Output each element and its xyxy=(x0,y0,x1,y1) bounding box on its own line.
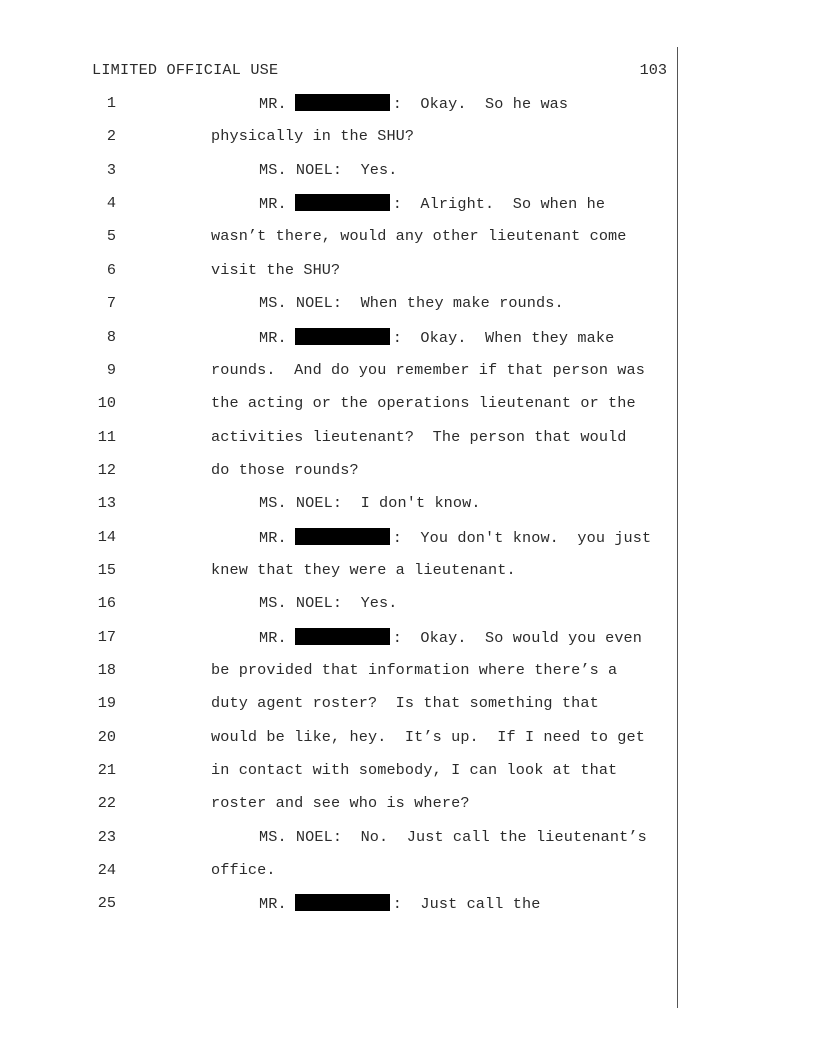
transcript-line xyxy=(0,261,816,281)
line-number: 10 xyxy=(97,394,116,413)
transcript-line xyxy=(0,294,816,314)
line-number: 21 xyxy=(97,761,116,779)
transcript-line xyxy=(0,161,816,181)
line-text xyxy=(211,361,645,379)
line-text xyxy=(259,161,398,179)
speaker-label: MR. xyxy=(259,195,287,214)
line-text xyxy=(211,794,470,812)
line-text xyxy=(211,127,414,145)
line-text xyxy=(259,328,614,347)
line-text xyxy=(211,861,276,879)
speaker-label: MR. xyxy=(259,895,287,914)
line-number: 5 xyxy=(106,227,116,246)
line-body: MS. NOEL: Yes. xyxy=(259,594,398,613)
transcript-line xyxy=(0,494,816,514)
line-number: 24 xyxy=(97,861,116,880)
line-text xyxy=(211,561,516,579)
line-text xyxy=(211,394,636,412)
line-number: 22 xyxy=(97,794,116,813)
line-number: 6 xyxy=(106,260,116,279)
line-text xyxy=(259,94,568,113)
transcript-line xyxy=(0,728,816,748)
line-number: 9 xyxy=(106,360,116,379)
line-body: the acting or the operations lieutenant or the xyxy=(211,394,636,413)
line-number: 8 xyxy=(106,327,116,346)
redaction-box xyxy=(295,194,390,211)
line-text xyxy=(211,227,627,245)
transcript-line xyxy=(0,894,816,914)
line-body: in contact with somebody, I can look at that xyxy=(211,761,618,779)
line-body: office. xyxy=(211,861,276,880)
line-body: MS. NOEL: When they make rounds. xyxy=(259,294,564,313)
line-body: be provided that information where there’s a xyxy=(211,661,618,679)
line-number: 17 xyxy=(97,627,116,646)
redaction-box xyxy=(295,628,390,645)
line-text xyxy=(259,894,540,913)
transcript-line xyxy=(0,628,816,648)
line-body: : Just call the xyxy=(392,895,541,914)
transcript-line xyxy=(0,461,816,481)
line-body: : Alright. So when he xyxy=(392,195,606,214)
speaker-label: MR. xyxy=(259,95,287,113)
line-text xyxy=(211,761,617,779)
classification-header: LIMITED OFFICIAL USE xyxy=(92,61,279,79)
redaction-box xyxy=(295,328,390,345)
line-body: wasn’t there, would any other lieutenant come xyxy=(211,227,627,246)
transcript-line xyxy=(0,661,816,681)
transcript-line xyxy=(0,694,816,714)
line-text xyxy=(211,461,359,479)
transcript-line xyxy=(0,828,816,848)
line-text xyxy=(211,728,645,746)
transcript-line xyxy=(0,194,816,214)
redaction-box xyxy=(295,528,390,545)
line-number: 15 xyxy=(97,560,116,579)
line-number: 11 xyxy=(97,427,116,446)
transcript-line xyxy=(0,361,816,381)
transcript-line xyxy=(0,227,816,247)
line-body: visit the SHU? xyxy=(211,260,341,279)
transcript-line xyxy=(0,428,816,448)
line-body: roster and see who is where? xyxy=(211,794,470,813)
line-body: MS. NOEL: No. Just call the lieutenant’s xyxy=(259,827,647,846)
speaker-label: MR. xyxy=(259,528,287,547)
line-body: would be like, hey. It’s up. If I need to get xyxy=(211,727,645,746)
redaction-box xyxy=(295,894,390,911)
transcript-line xyxy=(0,761,816,781)
line-body: duty agent roster? Is that something that xyxy=(211,694,599,713)
speaker-label: MR. xyxy=(259,328,287,347)
line-body: MS. NOEL: Yes. xyxy=(259,160,398,179)
line-text xyxy=(211,694,599,712)
line-text xyxy=(259,828,647,846)
transcript-line xyxy=(0,561,816,581)
line-number: 20 xyxy=(97,727,116,746)
line-body: rounds. And do you remember if that person was xyxy=(211,360,645,379)
transcript-line xyxy=(0,794,816,814)
line-number: 13 xyxy=(97,494,116,513)
line-number: 7 xyxy=(106,294,116,313)
line-number: 19 xyxy=(97,694,116,713)
line-number: 14 xyxy=(97,527,116,546)
line-number: 18 xyxy=(97,661,116,679)
line-body: : Okay. So he was xyxy=(392,95,569,113)
line-text xyxy=(259,494,481,512)
line-body: : Okay. So would you even xyxy=(392,628,643,647)
line-body: physically in the SHU? xyxy=(211,127,415,146)
transcript-line xyxy=(0,394,816,414)
transcript-line xyxy=(0,594,816,614)
page-number: 103 xyxy=(639,61,667,79)
line-number: 25 xyxy=(97,894,116,913)
line-body: activities lieutenant? The person that would xyxy=(211,427,627,446)
line-number: 16 xyxy=(97,594,116,613)
line-text xyxy=(259,528,651,547)
transcript-line xyxy=(0,328,816,348)
line-number: 4 xyxy=(106,194,116,213)
transcript-line xyxy=(0,94,816,114)
line-body: do those rounds? xyxy=(211,460,359,479)
line-number: 2 xyxy=(106,127,116,146)
line-text xyxy=(211,428,627,446)
line-text xyxy=(259,594,398,612)
line-text xyxy=(211,261,340,279)
speaker-label: MR. xyxy=(259,628,287,647)
line-body: knew that they were a lieutenant. xyxy=(211,560,516,579)
line-number: 23 xyxy=(97,827,116,846)
line-body: : You don't know. you just xyxy=(392,528,652,547)
line-text xyxy=(259,628,642,647)
transcript-line xyxy=(0,528,816,548)
transcript-line xyxy=(0,861,816,881)
line-body: : Okay. When they make xyxy=(392,328,615,347)
line-number: 1 xyxy=(106,94,116,112)
line-number: 3 xyxy=(106,160,116,179)
redaction-box xyxy=(295,94,390,111)
transcript-line xyxy=(0,127,816,147)
line-number: 12 xyxy=(97,460,116,479)
line-text xyxy=(259,294,564,312)
line-text xyxy=(211,661,617,679)
line-body: MS. NOEL: I don't know. xyxy=(259,494,481,513)
line-text xyxy=(259,194,605,213)
